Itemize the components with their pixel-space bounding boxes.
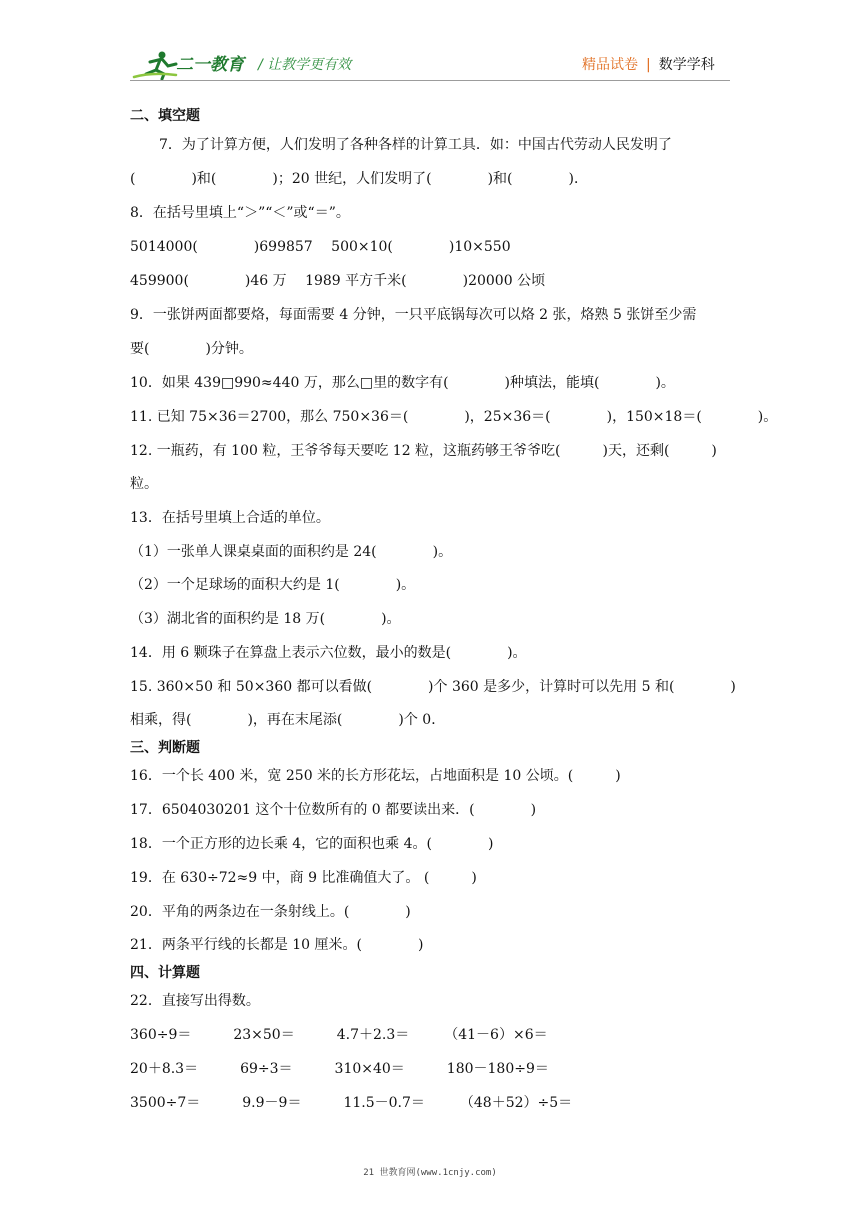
header-divider: [130, 80, 730, 81]
question-13-part-1: （1）一张单人课桌桌面的面积约是 24( )。: [130, 544, 453, 560]
question-17: 17．6504030201 这个十位数所有的 0 都要读出来．( ): [130, 802, 537, 818]
question-19: 19．在 630÷72≈9 中，商 9 比准确值大了。 ( ): [130, 870, 477, 886]
page-footer: 21 世教育网(www.1cnjy.com): [363, 1168, 497, 1178]
question-12-cont: 粒。: [130, 476, 158, 492]
question-21: 21．两条平行线的长都是 10 厘米。( ): [130, 937, 424, 953]
question-13: 13．在括号里填上合适的单位。: [130, 510, 330, 526]
runner-logo-icon: [132, 50, 182, 80]
calc-row-2: 20＋8.3＝ 69÷3＝ 310×40＝ 180－180÷9＝: [130, 1061, 549, 1077]
question-13-part-2: （2）一个足球场的面积大约是 1( )。: [130, 577, 416, 593]
question-14: 14．用 6 颗珠子在算盘上表示六位数，最小的数是( )。: [130, 645, 527, 661]
brand-slogan: / 让教学更有效: [258, 57, 352, 73]
header-right: [582, 55, 715, 75]
question-18: 18．一个正方形的边长乘 4，它的面积也乘 4。( ): [130, 836, 494, 852]
question-8: 8．在括号里填上“＞”“＜”或“＝”。: [130, 205, 350, 221]
question-20: 20．平角的两条边在一条射线上。( ): [130, 904, 411, 920]
section-heading-judge: 三、判断题: [130, 740, 200, 756]
question-8-row-1: 5014000( )699857 500×10( )10×550: [130, 239, 511, 255]
header-separator: |: [646, 57, 651, 73]
question-22: 22．直接写出得数。: [130, 993, 260, 1009]
question-15: 15. 360×50 和 50×360 都可以看做( )个 360 是多少，计算时可以先用 5 和( ): [130, 679, 736, 695]
calc-row-3: 3500÷7＝ 9.9－9＝ 11.5－0.7＝ （48＋52）÷5＝: [130, 1095, 573, 1111]
section-heading-calc: 四、计算题: [130, 965, 200, 981]
question-9-cont: 要( )分钟。: [130, 341, 253, 357]
section-heading-fill-blank: 二、填空题: [130, 108, 200, 124]
question-7: 7．为了计算方便，人们发明了各种各样的计算工具．如：中国古代劳动人民发明了: [159, 137, 672, 153]
subject-label: 数学学科: [658, 57, 715, 73]
brand-name: 二一教育: [176, 55, 244, 75]
question-13-part-3: （3）湖北省的面积约是 18 万( )。: [130, 611, 401, 627]
question-9: 9．一张饼两面都要烙，每面需要 4 分钟，一只平底锅每次可以烙 2 张，烙熟 5 张饼至少需: [130, 307, 697, 323]
quality-tag: 精品试卷: [582, 57, 638, 73]
question-10: 10．如果 439□990≈440 万，那么□里的数字有( )种填法，能填( )。: [130, 375, 675, 391]
question-15-cont: 相乘，得( )，再在末尾添( )个 0．: [130, 712, 446, 728]
question-8-row-2: 459900( )46 万 1989 平方千米( )20000 公顷: [130, 273, 546, 289]
question-7-cont: ( )和( )；20 世纪，人们发明了( )和( )．: [130, 171, 588, 187]
question-16: 16．一个长 400 米，宽 250 米的长方形花坛，占地面积是 10 公顷。( ): [130, 768, 621, 784]
question-11: 11. 已知 75×36＝2700，那么 750×36＝( )，25×36＝( )，150×18＝( )。: [130, 409, 778, 425]
calc-row-1: 360÷9＝ 23×50＝ 4.7＋2.3＝ （41－6）×6＝: [130, 1027, 548, 1043]
question-12: 12. 一瓶药，有 100 粒，王爷爷每天要吃 12 粒，这瓶药够王爷爷吃( )天，还剩( ): [130, 443, 717, 459]
